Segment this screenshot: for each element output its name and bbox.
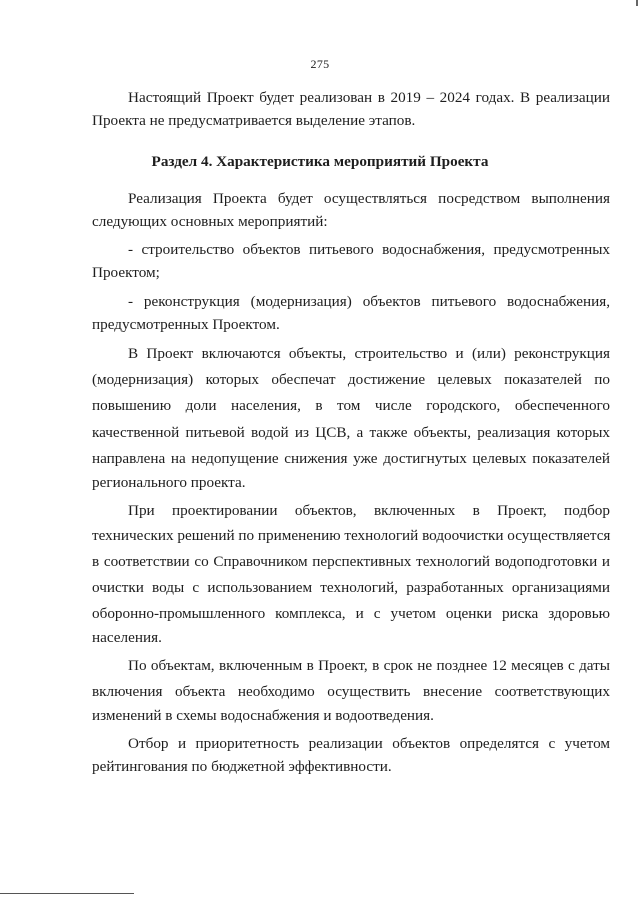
text-line: В Проект включаются объекты, строительство и (или) реконструкция	[128, 345, 610, 362]
text-line: изменений в схемы водоснабжения и водоотведения.	[92, 707, 434, 724]
text-line: предусмотренных Проектом.	[92, 316, 280, 333]
text-line: технических решений по применению технологий водоочистки осуществляется	[92, 527, 611, 544]
scan-edge-mark	[636, 0, 638, 6]
text-line: в соответствии со Справочником перспективных технологий водоподготовки и	[92, 553, 610, 570]
text-line: населения.	[92, 629, 162, 646]
text-line: Реализация Проекта будет осуществляться посредством выполнения	[128, 190, 610, 207]
text-line: Настоящий Проект будет реализован в 2019 – 2024 годах. В реализации	[128, 89, 610, 106]
footnote-divider	[0, 893, 134, 894]
text-line: качественной питьевой водой из ЦСВ, а также объекты, реализация которых	[92, 424, 610, 441]
text-line: - реконструкция (модернизация) объектов питьевого водоснабжения,	[128, 293, 610, 310]
text-line: регионального проекта.	[92, 474, 246, 491]
text-line: При проектировании объектов, включенных в Проект, подбор	[128, 502, 610, 519]
text-line: По объектам, включенным в Проект, в срок не позднее 12 месяцев с даты	[128, 657, 610, 674]
text-line: (модернизация) которых обеспечат достижение целевых показателей по	[92, 371, 610, 388]
text-line: следующих основных мероприятий:	[92, 213, 328, 230]
text-line: очистки воды с использованием технологий, разработанных организациями	[92, 579, 610, 596]
text-line: включения объекта необходимо осуществить внесение соответствующих	[92, 683, 610, 700]
text-line: повышению доли населения, в том числе городского, обеспеченного	[92, 397, 610, 414]
page-number: 275	[310, 57, 330, 71]
text-line: рейтингования по бюджетной эффективности.	[92, 758, 392, 775]
text-line: Отбор и приоритетность реализации объектов определятся с учетом	[128, 735, 610, 752]
text-line: оборонно-промышленного комплекса, и с учетом оценки риска здоровью	[92, 605, 610, 622]
text-line: - строительство объектов питьевого водоснабжения, предусмотренных	[128, 241, 610, 258]
text-line: Проектом;	[92, 264, 160, 281]
text-line: Проекта не предусматривается выделение этапов.	[92, 112, 416, 129]
section-heading: Раздел 4. Характеристика мероприятий Проекта	[151, 153, 489, 170]
text-line: направлена на недопущение снижения уже достигнутых целевых показателей	[92, 450, 610, 467]
